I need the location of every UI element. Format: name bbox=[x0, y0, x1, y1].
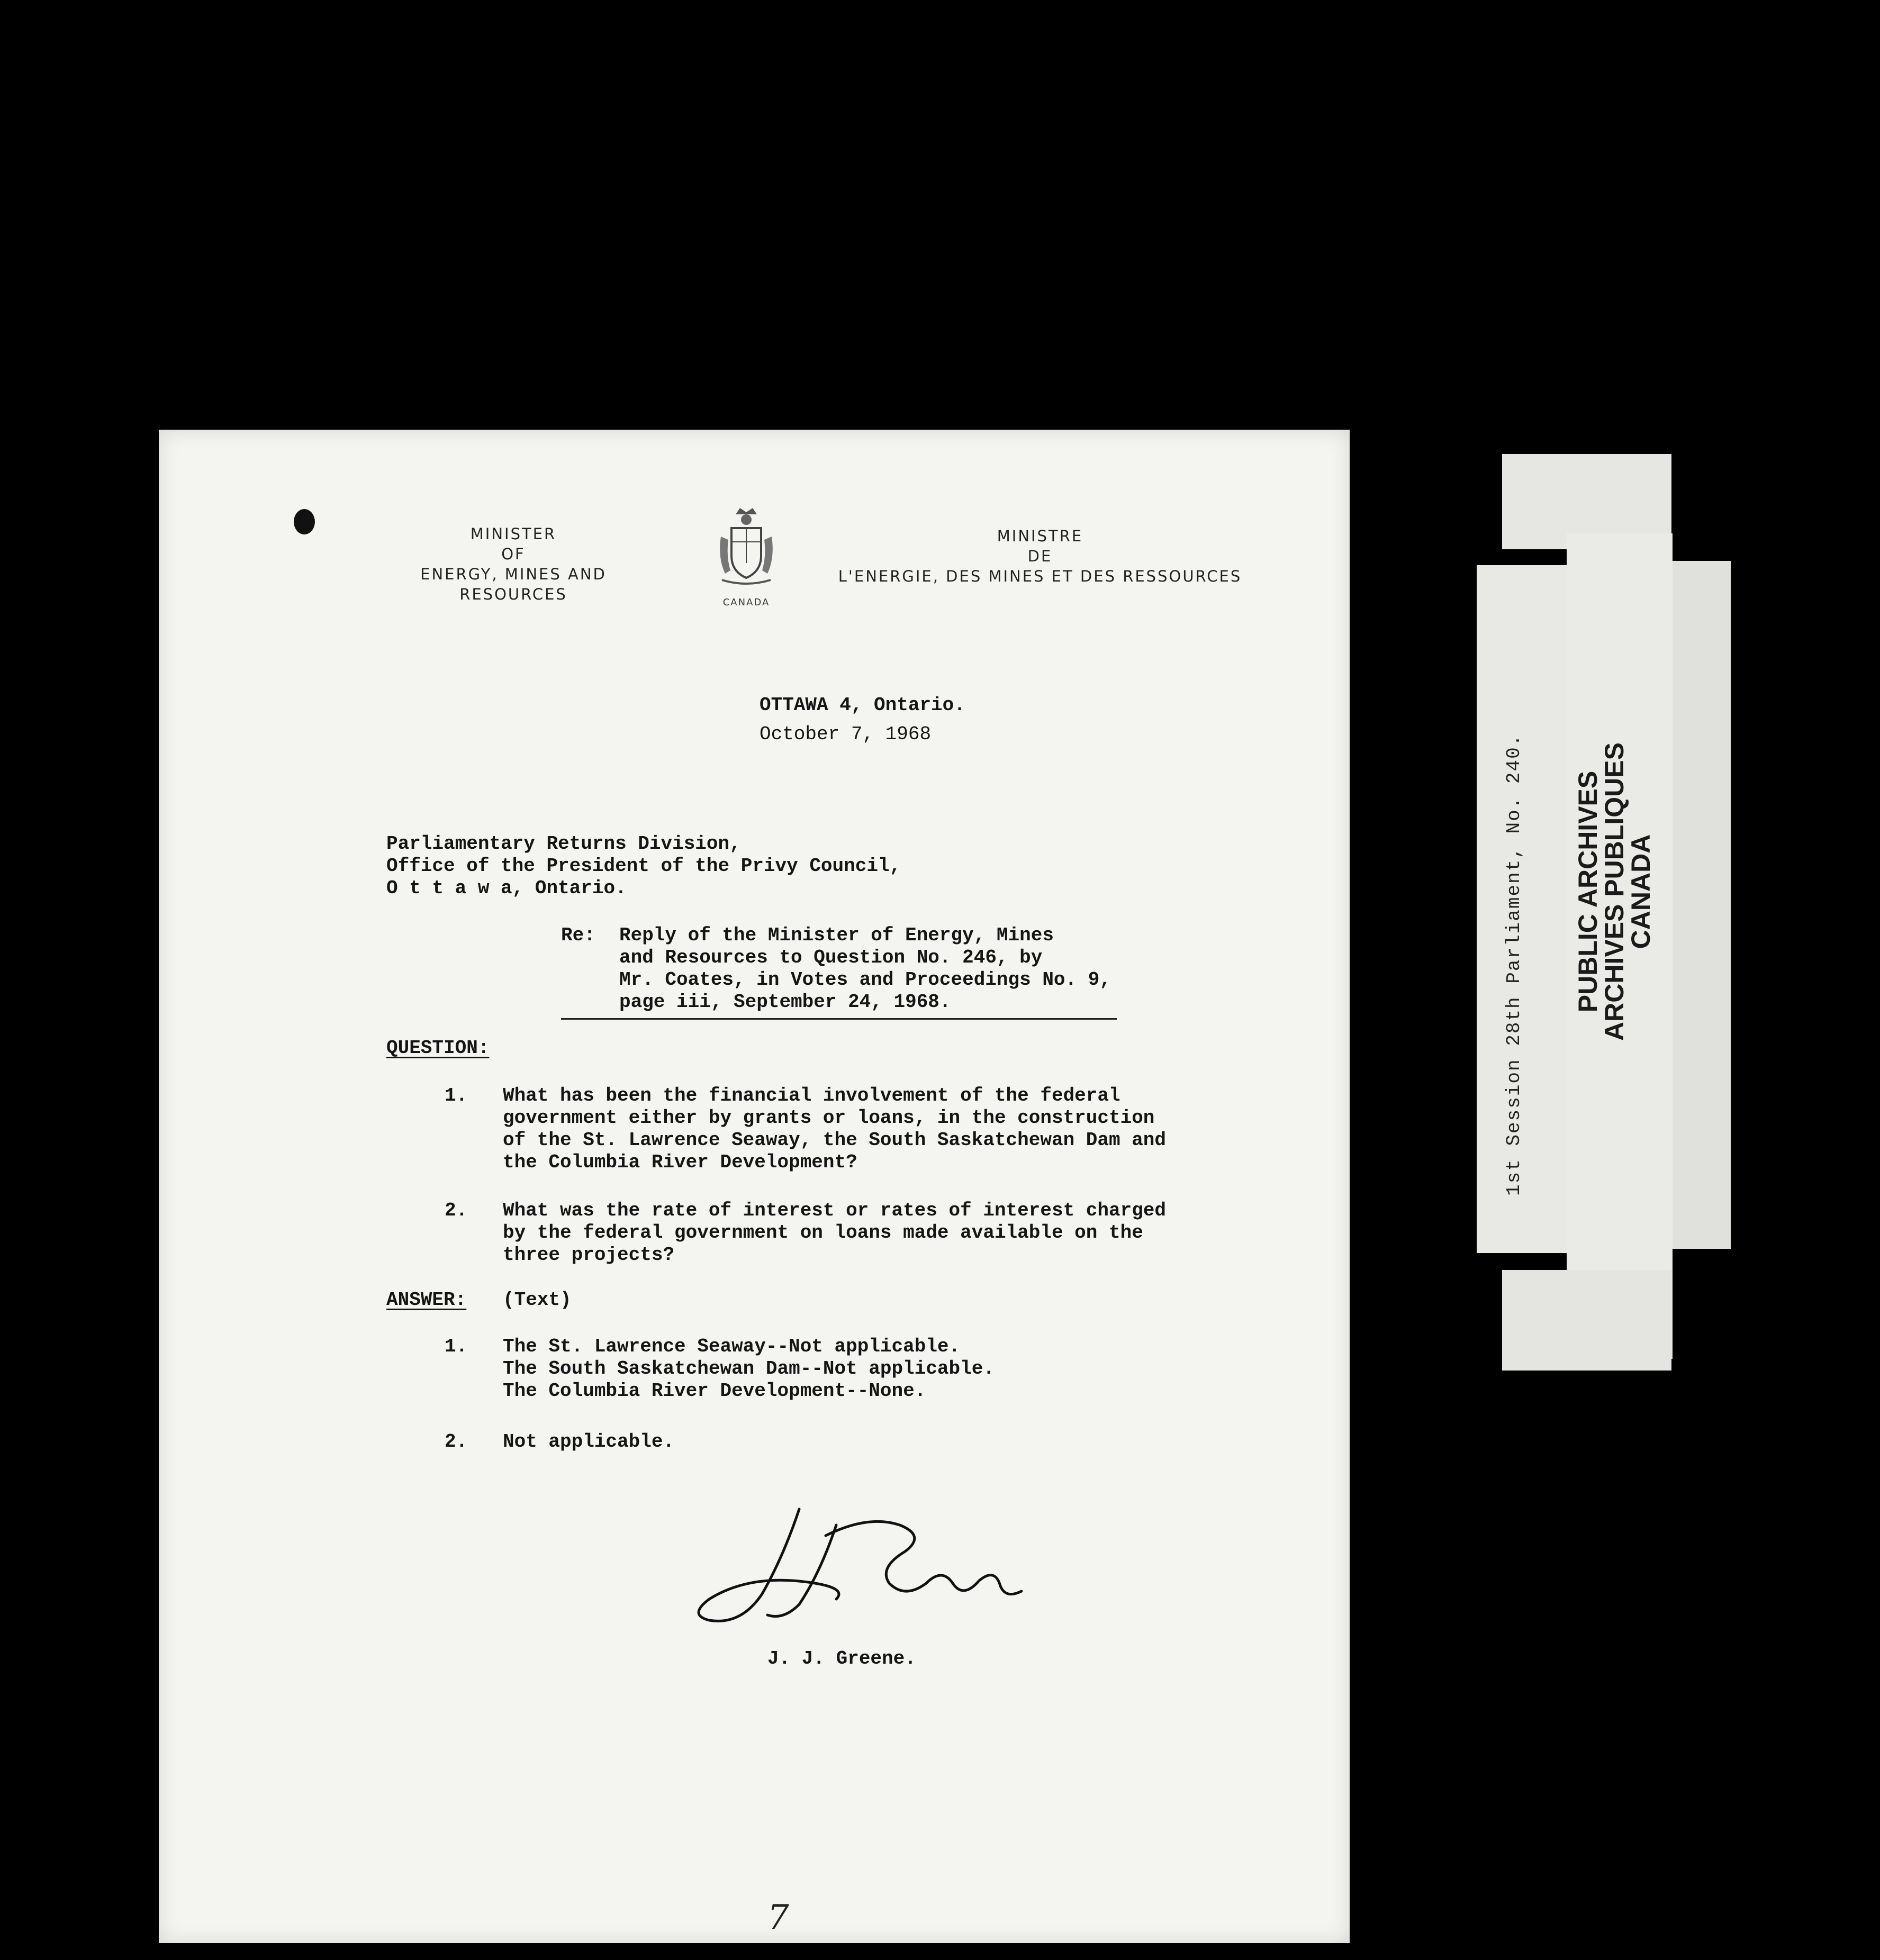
addressee-line: O t t a w a, Ontario. bbox=[386, 877, 627, 899]
addressee-line: Office of the President of the Privy Council, bbox=[386, 855, 901, 877]
session-reference: 1st Session 28th Parliament, No. 240. bbox=[1503, 733, 1525, 1196]
question-line: government either by grants or loans, in the construction bbox=[503, 1107, 1155, 1129]
letterhead-line: OF bbox=[501, 545, 526, 563]
tab-right-strip bbox=[1673, 561, 1731, 1249]
letter-page bbox=[159, 430, 1350, 1943]
handwritten-page-number: 7 bbox=[767, 1898, 789, 1937]
question-line: three projects? bbox=[503, 1244, 675, 1266]
letterhead-line: ENERGY, MINES AND RESOURCES bbox=[420, 565, 607, 603]
answer-line: The South Saskatchewan Dam--Not applicable. bbox=[503, 1358, 995, 1380]
answer-number: 1. bbox=[445, 1336, 468, 1357]
dateline-place: OTTAWA 4, Ontario. bbox=[760, 694, 965, 716]
handwritten-signature bbox=[677, 1493, 1059, 1641]
question-number: 2. bbox=[445, 1200, 468, 1221]
answer-line: The St. Lawrence Seaway--Not applicable. bbox=[503, 1336, 961, 1357]
re-line: Mr. Coates, in Votes and Proceedings No. 9, bbox=[619, 969, 1111, 991]
signatory-name: J. J. Greene. bbox=[767, 1648, 916, 1669]
answer-heading: ANSWER: bbox=[386, 1289, 467, 1311]
crest-caption: CANADA bbox=[722, 597, 770, 608]
re-line: page iii, September 24, 1968. bbox=[619, 991, 951, 1013]
question-line: What was the rate of interest or rates of interest charged bbox=[503, 1200, 1167, 1221]
question-line: of the St. Lawrence Seaway, the South Saskatchewan Dam and bbox=[503, 1129, 1167, 1151]
question-line: What has been the financial involvement of the federal bbox=[503, 1085, 1120, 1106]
re-label: Re: bbox=[561, 924, 595, 946]
letterhead-line: MINISTRE bbox=[997, 527, 1083, 545]
archives-stamp-line: CANADA bbox=[1626, 834, 1656, 949]
re-underline bbox=[561, 1018, 1117, 1020]
answer-number: 2. bbox=[445, 1431, 468, 1453]
letterhead-line: DE bbox=[1027, 547, 1053, 565]
addressee-line: Parliamentary Returns Division, bbox=[386, 833, 741, 855]
answer-note: (Text) bbox=[503, 1289, 572, 1311]
letterhead-line: MINISTER bbox=[470, 525, 557, 543]
punch-hole bbox=[294, 509, 315, 534]
letterhead-french bbox=[812, 526, 1268, 586]
question-line: the Columbia River Development? bbox=[503, 1151, 857, 1173]
re-line: Reply of the Minister of Energy, Mines bbox=[619, 924, 1054, 946]
letterhead-line: L'ENERGIE, DES MINES ET DES RESSOURCES bbox=[838, 567, 1242, 585]
answer-line: Not applicable. bbox=[503, 1431, 675, 1453]
archives-stamp bbox=[1575, 733, 1654, 1050]
letterhead-english bbox=[370, 524, 656, 604]
question-number: 1. bbox=[445, 1085, 468, 1106]
tab-bottom-strip bbox=[1502, 1270, 1671, 1371]
question-heading: QUESTION: bbox=[386, 1037, 490, 1059]
coat-of-arms-icon bbox=[715, 505, 778, 589]
dateline-date: October 7, 1968 bbox=[760, 723, 932, 745]
answer-line: The Columbia River Development--None. bbox=[503, 1380, 926, 1402]
archives-stamp-line: ARCHIVES PUBLIQUES bbox=[1599, 742, 1629, 1041]
question-line: by the federal government on loans made available on the bbox=[503, 1222, 1143, 1244]
archives-stamp-line: PUBLIC ARCHIVES bbox=[1573, 770, 1603, 1013]
re-line: and Resources to Question No. 246, by bbox=[619, 947, 1043, 968]
